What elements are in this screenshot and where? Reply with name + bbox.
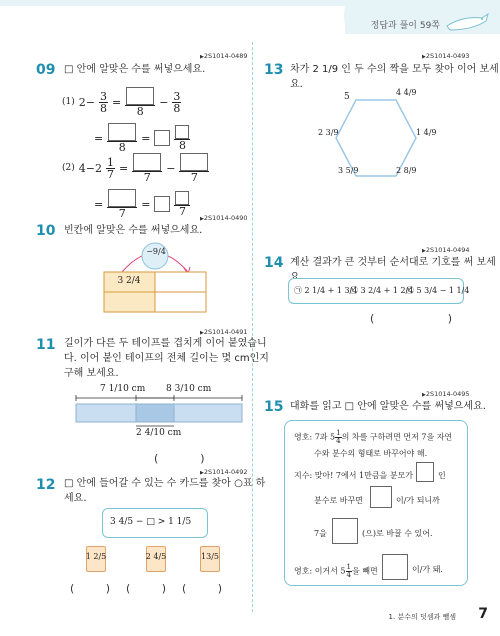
answer-box[interactable] (382, 554, 408, 580)
answer-paren[interactable]: ( ) (70, 582, 111, 595)
question-line: 구해 보세요. (64, 368, 119, 379)
page-number: 7 (478, 606, 488, 622)
dialog-line: (으)로 바꿀 수 있어. (362, 529, 433, 538)
hex-node: 2 8/9 (396, 166, 417, 175)
answer-paren[interactable]: ( ) (154, 452, 205, 465)
question-line: 다. 이어 붙인 테이프의 전체 길이는 몇 cm인지 (64, 353, 269, 364)
operation-circle: −9/4 (146, 247, 166, 256)
answer-reference: 정답과 풀이 59쪽 (370, 21, 440, 31)
question-number: 12 (36, 477, 56, 493)
question-line: □ 안에 들어갈 수 있는 수 카드를 찾아 ○표 하 (64, 478, 266, 489)
dialog-line: 7을 (314, 529, 327, 538)
given-value: 3 2/4 (117, 276, 141, 286)
dialog-line: 영호: 이거서 5 $\frac{1}{4}$ 을 빼면 (294, 563, 378, 579)
question-text: □ 안에 알맞은 수를 써넣으세요. (64, 64, 206, 75)
tape-diagram (74, 394, 244, 428)
question-text: 빈칸에 알맞은 수를 써넣으세요. (64, 225, 203, 236)
question-code: ▶ 2S1014-0491 (200, 328, 248, 336)
answer-box[interactable] (175, 125, 189, 139)
part-label: (1) (62, 97, 75, 107)
answer-paren[interactable]: ( ) (182, 582, 223, 595)
q09-part2: (2) 4−2 $\frac{1}{7}$ = 7 − 7 = 7 = 7 (62, 150, 242, 222)
part-label: (2) (62, 163, 75, 173)
answer-box[interactable] (416, 462, 434, 482)
question-code: ▶ 2S1014-0493 (422, 52, 470, 60)
question-text: 계산 결과가 큰 것부터 순서대로 기호를 써 보세 (290, 257, 496, 268)
question-line: 세요. (64, 493, 87, 504)
answer-box[interactable] (332, 518, 358, 544)
hex-node: 5 (344, 92, 350, 102)
question-number: 13 (264, 62, 284, 78)
answer-box[interactable] (154, 196, 170, 212)
question-number: 15 (264, 399, 284, 415)
question-number: 14 (264, 255, 284, 271)
question-line: 길이가 다른 두 테이프를 겹치게 이어 붙였습니 (64, 338, 267, 349)
answer-box[interactable] (126, 87, 154, 105)
footer-chapter: 1. 분수의 덧셈과 뺄셈 (388, 613, 456, 621)
question-number: 11 (36, 337, 56, 353)
column-divider (252, 42, 253, 612)
tape2-length: 8 3/10 cm (166, 384, 212, 394)
answer-box[interactable] (133, 153, 161, 171)
question-code: ▶ 2S1014-0495 (422, 390, 470, 398)
answer-box[interactable] (154, 130, 170, 146)
question-code: ▶ 2S1014-0489 (200, 52, 248, 60)
dialog-line: 영호: 7과 5 $\frac{1}{4}$ 의 차를 구하려면 먼저 7을 자연 (294, 429, 453, 445)
expression-item: ㉢ 5 3/4 − 1 1/4 (406, 286, 470, 295)
airplane-icon (442, 8, 492, 38)
question-code: ▶ 2S1014-0492 (200, 468, 248, 476)
dialog-line: 수와 분수의 형태로 바꾸어야 해. (314, 449, 428, 458)
dialog-line: 인 (438, 471, 446, 480)
dialog-line: 분수로 바꾸면 (314, 496, 363, 505)
hex-node: 3 5/9 (338, 166, 359, 175)
card-label: 1 2/5 (85, 552, 107, 561)
card-label: 2 4/5 (145, 552, 167, 561)
question-text: 차가 2 1/9 인 두 수의 짝을 모두 찾아 이어 보세요. (290, 64, 499, 90)
expression-item: ㉡ 3 2/4 + 1 2/4 (350, 286, 414, 295)
card-label: 13/5 (201, 552, 219, 561)
question-number: 09 (36, 62, 56, 78)
dialog-line: 이/가 되니까 (396, 496, 440, 505)
hex-node: 4 4/9 (396, 88, 417, 97)
answer-paren[interactable]: ( ) (126, 582, 167, 595)
question-code: ▶ 2S1014-0490 (200, 214, 248, 222)
answer-paren[interactable]: ( ) (370, 312, 453, 325)
hex-node: 1 4/9 (416, 128, 437, 137)
question-code: ▶ 2S1014-0494 (422, 246, 470, 254)
answer-box[interactable] (180, 153, 208, 171)
answer-box[interactable] (370, 486, 392, 508)
tape1-length: 7 1/10 cm (100, 384, 146, 394)
condition-expression: 3 4/5 − □ > 1 1/5 (110, 517, 192, 527)
q09-part1: (1) 2− $\frac{3}{8}$ = 8 − $\frac{3}{8}$ = 8 = 8 (62, 84, 242, 156)
answer-box[interactable] (108, 123, 136, 141)
overlap-length: 2 4/10 cm (136, 428, 182, 438)
dialog-line: 이/가 돼. (412, 565, 443, 574)
expression-item: ㉠ 2 1/4 + 1 3/4 (294, 286, 358, 295)
question-number: 10 (36, 223, 56, 239)
dialog-line: 지수: 맞아! 7에서 1만큼을 분모가 (294, 471, 413, 480)
answer-box[interactable] (175, 191, 189, 205)
hex-node: 2 3/9 (318, 128, 339, 137)
question-text: 대화를 읽고 □ 안에 알맞은 수를 써넣으세요. (290, 401, 486, 412)
answer-box[interactable] (108, 189, 136, 207)
